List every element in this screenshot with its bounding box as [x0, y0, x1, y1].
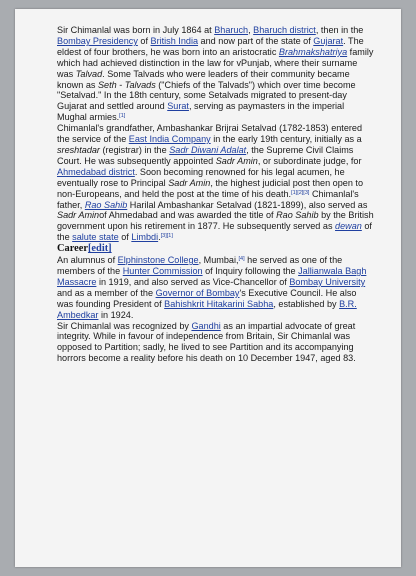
text: and as a member of the [57, 287, 156, 298]
text: , then in the [315, 25, 364, 35]
text: as an impartial advocate of great integrity. While in favour of independence from Britain, Sir Chimanlal was opposed to Partition; sadly, he lived to see Partition and its accompanying horrors become a reality before his death on 10 December 1947, aged 83. [57, 320, 356, 364]
link-gujarat[interactable]: Gujarat [313, 35, 344, 46]
text: of [137, 35, 151, 46]
section-heading-career [57, 243, 375, 255]
italic-text: Sadr Amin [215, 155, 258, 166]
text: in 1919, and also served as Vice-Chancellor of [96, 276, 290, 287]
citation[interactable]: [1][2][3] [291, 189, 310, 196]
paragraph-legacy [57, 321, 375, 365]
text: of the [57, 221, 372, 243]
text: Harilal Ambashankar Setalvad (1821-1899), also served as [127, 199, 368, 210]
link-jallianwala-bagh[interactable]: Jallianwala Bagh Massacre [57, 266, 367, 287]
link-elphinstone-college[interactable]: Elphinstone College [117, 255, 199, 266]
text: ("Chiefs of the Talvads") which over time become "Setalvad." In the 18th century, some Setalvads migrated to present-day Gujarat and settled around [57, 79, 356, 112]
text: , [248, 25, 254, 35]
text: , serving as paymasters in the imperial Mughal armies. [57, 101, 345, 123]
link-ahmedabad-district[interactable]: Ahmedabad district [57, 166, 135, 177]
link-limbdi[interactable]: Limbdi [131, 232, 159, 243]
citation[interactable]: [1] [119, 113, 126, 120]
text: Chimanlal's grandfather, Ambashankar Brijrai Setalvad (1782-1853) entered the service of the [57, 123, 363, 145]
link-hunter-commission[interactable]: Hunter Commission [122, 266, 203, 277]
text: (registrar) in the [99, 144, 170, 155]
text: of [118, 232, 132, 243]
citation[interactable]: [4] [238, 256, 245, 263]
edit-link[interactable]: [edit] [87, 243, 112, 255]
link-dewan[interactable] [335, 221, 362, 231]
link-brahmakshatriya[interactable] [279, 47, 347, 57]
italic-text: Talvad [75, 68, 103, 79]
text: Sir Chimanlal was born in July 1864 at [57, 25, 215, 35]
text: of Inquiry following the [202, 266, 299, 277]
text: . The eldest of four brothers, he was born into an aristocratic [57, 35, 364, 57]
italic-text: Sadr Amin [168, 177, 211, 188]
paper-sheet [15, 9, 401, 567]
text: , Mumbai, [198, 255, 239, 266]
link-gandhi[interactable]: Gandhi [191, 320, 221, 331]
italic-text: Seth - Talvads [97, 79, 156, 90]
link-salute-state[interactable]: salute state [72, 232, 119, 243]
link-bharuch[interactable]: Bharuch [214, 25, 249, 35]
link-surat[interactable]: Surat [167, 101, 189, 112]
italic-text: sreshtadar [57, 144, 100, 155]
link-british-india[interactable]: British India [150, 35, 199, 46]
text: in the early 19th century, initially as a [210, 134, 362, 145]
text: in 1924. [98, 309, 134, 320]
text: . Soon becoming renowned for his legal acumen, he eventually rose to Principal [57, 166, 345, 188]
paragraph-family [57, 123, 375, 243]
text: , the highest judicial post then open to non-Europeans, and held the post at the time of his death. [57, 177, 364, 199]
italic-text: dewan [335, 221, 362, 232]
link-governor-of-bombay[interactable]: Governor of Bombay [155, 287, 240, 298]
italic-text: Rao Sahib [84, 199, 128, 210]
text: he served as one of the members of the [57, 255, 343, 277]
link-sadr-diwani-adalat[interactable] [169, 145, 246, 155]
link-bombay-presidency[interactable]: Bombay Presidency [57, 35, 138, 46]
link-east-india-company[interactable]: East India Company [128, 134, 211, 145]
link-bharuch-district[interactable]: Bharuch district [253, 25, 316, 35]
heading-text: Career [57, 243, 88, 255]
paragraph-birth [57, 25, 375, 123]
link-rao-sahib[interactable] [85, 200, 127, 210]
text: , established by [273, 298, 340, 309]
link-bombay-university[interactable]: Bombay University [289, 276, 366, 287]
text: An alumnus of [57, 255, 118, 266]
text: , the Supreme Civil Claims Court. He was subsequently appointed [57, 144, 354, 166]
link-ambedkar[interactable]: B.R. Ambedkar [57, 298, 357, 320]
text: . Some Talvads who were leaders of their community became known as [57, 68, 350, 90]
text: of Ahmedabad and was awarded the title of [99, 210, 277, 221]
text: 's Executive Council. He also was founding President of [57, 287, 357, 309]
italic-text: Rao Sahib [276, 210, 319, 221]
text: Chimanlal's father, [57, 188, 359, 210]
text: . [158, 232, 161, 243]
italic-text: Sadr Amin [57, 210, 100, 221]
article-body [57, 25, 375, 364]
text: and now part of the state of [198, 35, 314, 46]
text: , or subordinate judge, for [257, 155, 362, 166]
text: family which had achieved distinction in the law for vPunjab, where their surname was [57, 46, 374, 79]
italic-text: Sadr Diwani Adalat [169, 144, 247, 155]
link-bahishkrit-hitakarini-sabha[interactable]: Bahishkrit Hitakarini Sabha [164, 298, 274, 309]
citation[interactable]: [3][1] [160, 233, 173, 240]
text: by the British government upon his retirement in 1877. He subsequently served as [57, 210, 374, 232]
text: Sir Chimanlal was recognized by [57, 320, 192, 331]
italic-text: Brahmakshatriya [278, 46, 348, 57]
paragraph-career [57, 255, 375, 320]
